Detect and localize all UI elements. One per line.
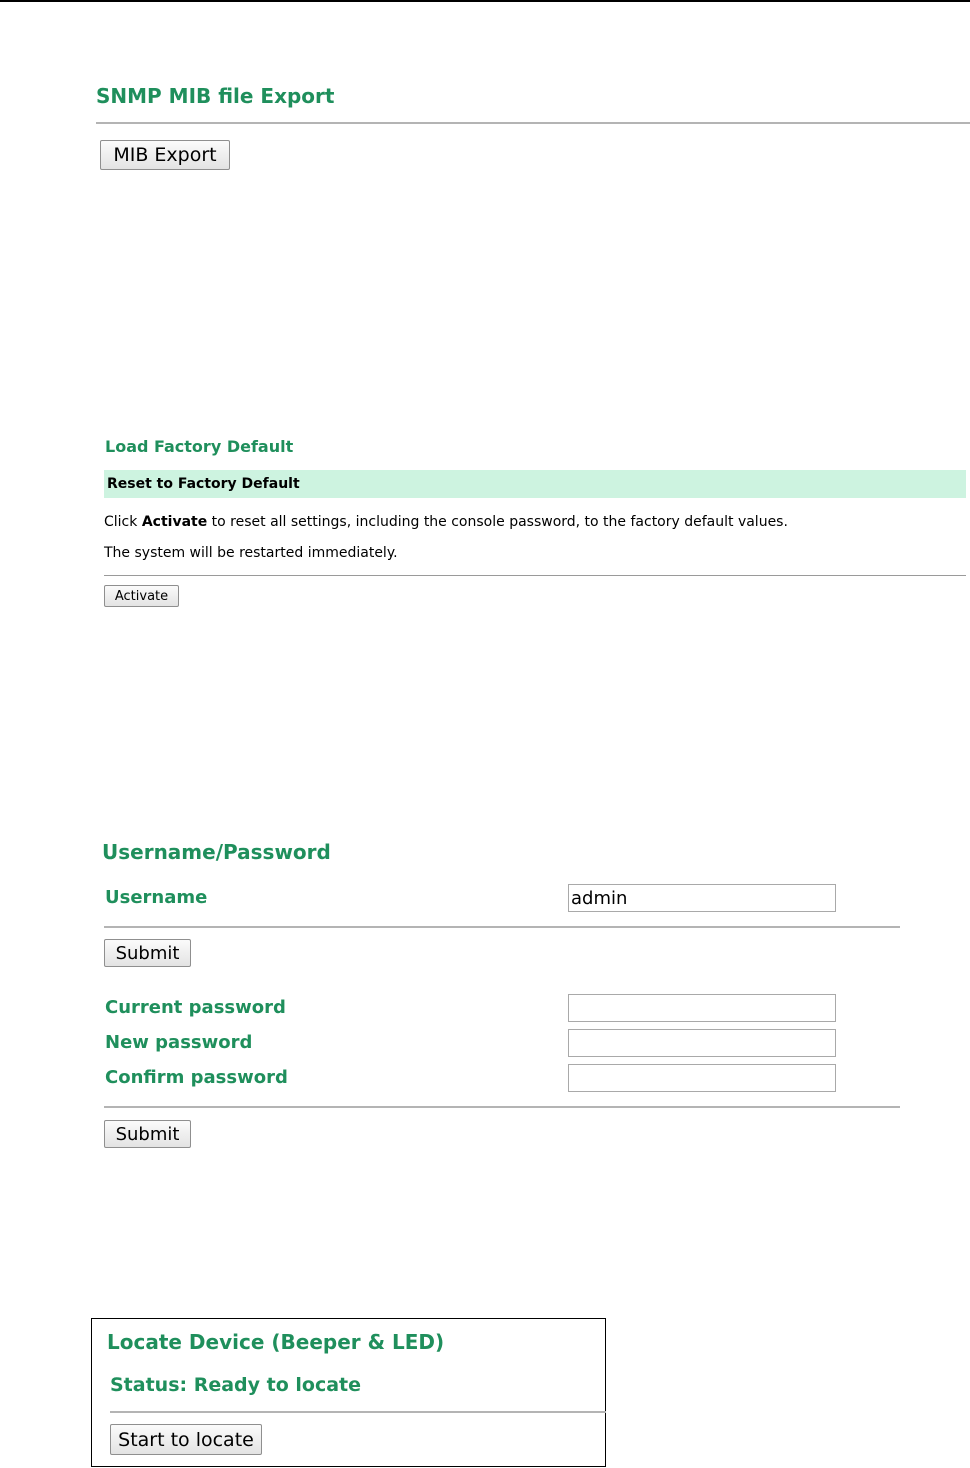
reset-header-bar [104,470,966,498]
username-input[interactable] [568,884,836,912]
locate-device-title: Locate Device (Beeper & LED) [107,1330,445,1354]
username-submit-button[interactable]: Submit [104,939,191,967]
locate-device-panel [91,1318,606,1467]
restart-warning: The system will be restarted immediately. [104,545,398,561]
locate-status: Status: Ready to locate [110,1374,362,1396]
confirm-password-input[interactable] [568,1064,836,1092]
new-password-label: New password [105,1032,253,1053]
instructions-activate-keyword: Activate [141,514,208,530]
current-password-input[interactable] [568,994,836,1022]
factory-divider [104,575,966,576]
snmp-divider [96,122,970,124]
current-password-label: Current password [105,997,286,1018]
credentials-section-title: Username/Password [102,840,331,864]
instructions-prefix: Click [104,514,142,530]
start-to-locate-button[interactable]: Start to locate [110,1424,262,1455]
new-password-input[interactable] [568,1029,836,1057]
page-top-rule [0,0,970,2]
locate-divider [110,1411,606,1413]
reset-header-label: Reset to Factory Default [107,476,300,492]
password-divider [104,1106,900,1108]
username-label: Username [105,887,208,908]
confirm-password-label: Confirm password [105,1067,288,1088]
activate-instructions [104,514,788,530]
factory-section-title: Load Factory Default [105,437,294,456]
activate-button[interactable]: Activate [104,585,179,607]
instructions-suffix: to reset all settings, including the console password, to the factory default values. [207,514,788,530]
mib-export-button[interactable]: MIB Export [100,140,230,170]
snmp-section-title: SNMP MIB file Export [96,84,335,108]
password-submit-button[interactable]: Submit [104,1120,191,1148]
username-divider [104,926,900,928]
